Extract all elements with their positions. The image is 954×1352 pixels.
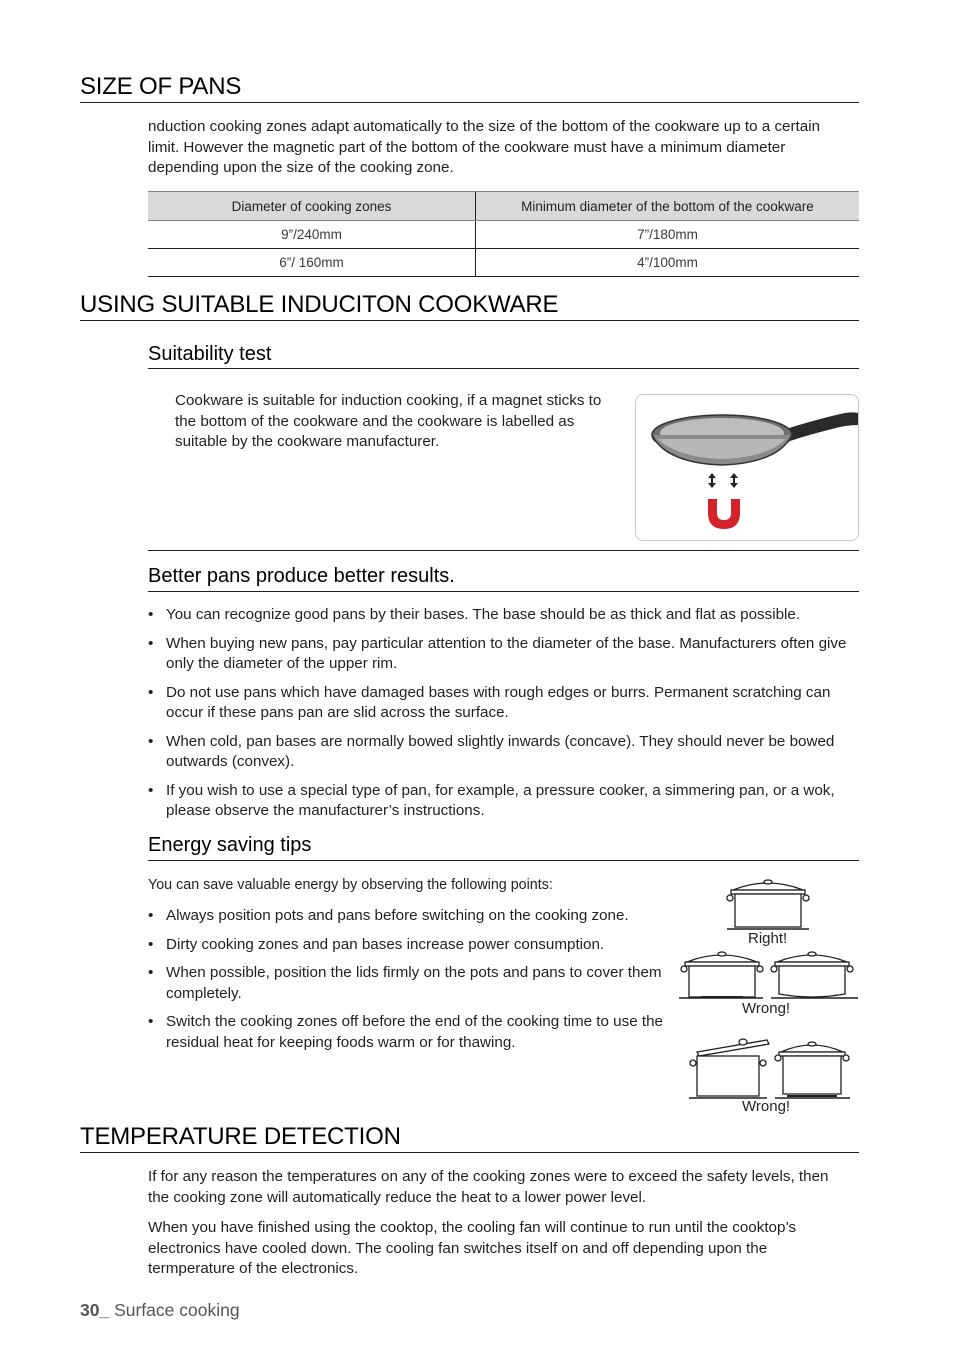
pan-size-table <box>148 191 859 277</box>
list-item: • If you wish to use a special type of pan, for example, a pressure cooker, a simmering pan, or a wok, please observe the manufacturer’s instructions. <box>148 781 859 822</box>
list-item: • Dirty cooking zones and pan bases increase power consumption. <box>148 935 663 956</box>
subheading-energy-saving: Energy saving tips <box>148 834 312 856</box>
list-item: • Do not use pans which have damaged bases with rough edges or burrs. Permanent scratching can occur if these pans pan are slid across the surface. <box>148 683 859 724</box>
subheading-suitability-test: Suitability test <box>148 343 272 365</box>
list-item: • Always position pots and pans before switching on the cooking zone. <box>148 906 663 927</box>
table-cell: 9”/240mm <box>148 221 476 249</box>
table-row <box>148 249 859 277</box>
subheading-rule <box>148 860 859 861</box>
temperature-paragraph: When you have finished using the cooktop, the cooling fan will continue to run until the cooktop’s electronics have cooled down. The cooling fan switches itself on and off depending upon the termperature of the electronics. <box>148 1219 797 1277</box>
caption-wrong: Wrong! <box>742 1098 791 1115</box>
pots-icon <box>675 876 860 1111</box>
frying-pan-magnet-icon <box>636 395 860 542</box>
table-header-cell: Minimum diameter of the bottom of the cookware <box>476 192 860 221</box>
subheading-rule <box>148 368 859 369</box>
page-number: 30_ <box>80 1300 110 1320</box>
table-cell: 7”/180mm <box>476 221 860 249</box>
temperature-paragraph: If for any reason the temperatures on any of the cooking zones were to exceed the safety levels, then the cooking zone will automatically reduce the heat to a lower power level. <box>148 1168 829 1206</box>
table-header-row <box>148 192 859 221</box>
size-intro-text: nduction cooking zones adapt automatically to the size of the bottom of the cookware up to a certain limit. However the magnetic part of the bottom of the cookware must have a minimum diameter depending upon the size of the cooking zone. <box>148 118 821 176</box>
list-item: • When cold, pan bases are normally bowed slightly inwards (concave). They should never be bowed outwards (convex). <box>148 732 859 773</box>
footer-section-label: Surface cooking <box>109 1300 240 1320</box>
list-item: • When possible, position the lids firmly on the pots and pans to cover them completely. <box>148 963 663 1004</box>
table-header-cell: Diameter of cooking zones <box>148 192 476 221</box>
energy-intro-text: You can save valuable energy by observing the following points: <box>148 877 553 893</box>
table-cell: 4”/100mm <box>476 249 860 277</box>
subheading-better-pans: Better pans produce better results. <box>148 565 455 587</box>
heading-rule <box>80 102 859 103</box>
list-item: • You can recognize good pans by their bases. The base should be as thick and flat as possible. <box>148 605 859 626</box>
list-item: • When buying new pans, pay particular attention to the diameter of the base. Manufacturers often give only the diameter of the upper rim. <box>148 634 859 675</box>
suitability-text: Cookware is suitable for induction cooking, if a magnet sticks to the bottom of the cookware and the cookware is labelled as suitable by the cookware manufacturer. <box>175 392 602 450</box>
heading-size-of-pans: SIZE OF PANS <box>80 73 242 100</box>
energy-tips-list <box>148 906 663 1053</box>
pot-positioning-illustration <box>675 876 860 1111</box>
better-pans-list <box>148 605 859 822</box>
table-row <box>148 221 859 249</box>
list-item: • Switch the cooking zones off before the end of the cooking time to use the residual heat for keeping foods warm or for thawing. <box>148 1012 663 1053</box>
heading-suitable-cookware: USING SUITABLE INDUCITON COOKWARE <box>80 291 559 318</box>
table-cell: 6”/ 160mm <box>148 249 476 277</box>
caption-right: Right! <box>748 930 788 947</box>
section-rule <box>148 550 859 551</box>
heading-rule <box>80 1152 859 1153</box>
subheading-rule <box>148 591 859 592</box>
heading-temperature-detection: TEMPERATURE DETECTION <box>80 1123 401 1150</box>
pan-magnet-illustration <box>635 394 859 541</box>
caption-wrong: Wrong! <box>742 1000 791 1017</box>
page-footer <box>80 1300 240 1321</box>
heading-rule <box>80 320 859 321</box>
